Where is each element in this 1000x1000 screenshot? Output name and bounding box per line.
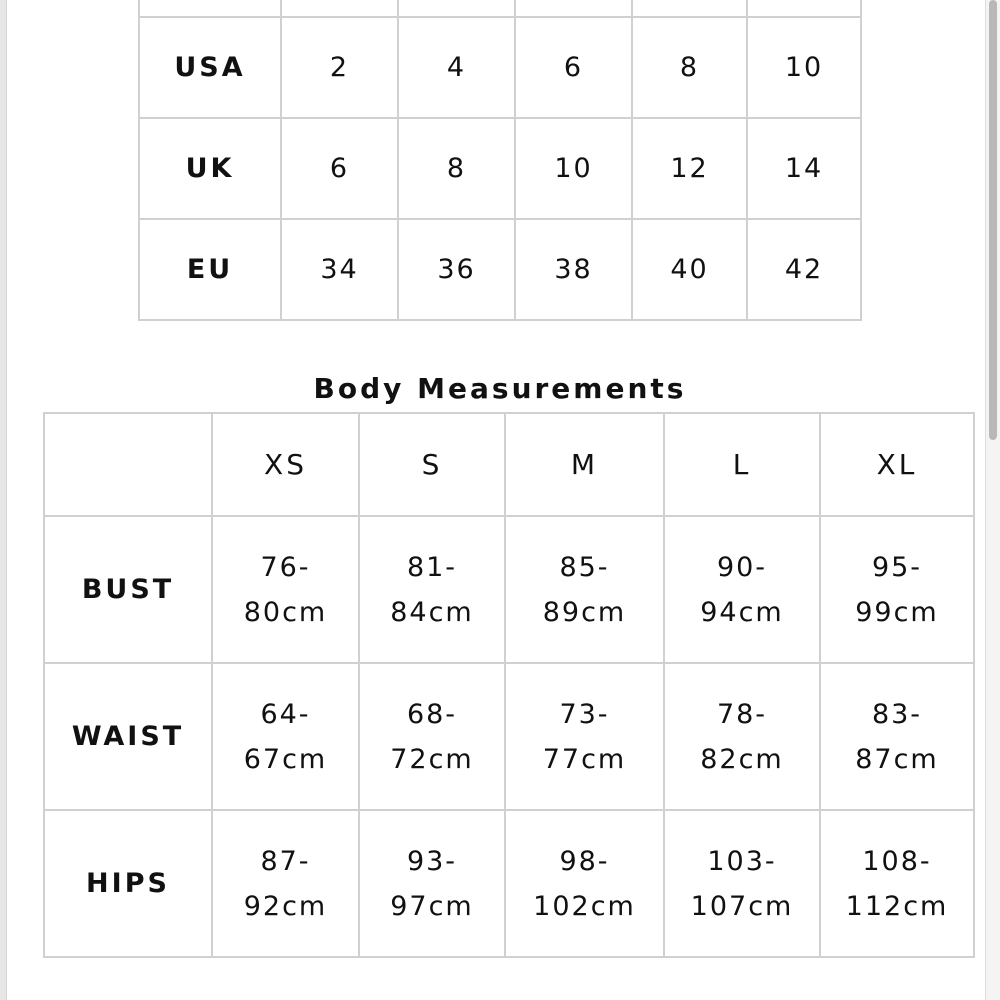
- table-row: [139, 219, 861, 320]
- row-label-bust: BUST: [44, 516, 212, 663]
- size-header-l: L: [664, 413, 820, 516]
- table-cell: 81- 84cm: [359, 516, 505, 663]
- table-row: [139, 118, 861, 219]
- table-cell: 78- 82cm: [664, 663, 820, 810]
- table-cell: 87- 92cm: [212, 810, 359, 957]
- table-cell: [632, 0, 747, 17]
- page-left-edge: [0, 0, 7, 1000]
- table-cell: 6: [515, 17, 632, 118]
- table-cell: [398, 0, 515, 17]
- table-cell: 36: [398, 219, 515, 320]
- table-cell: 14: [747, 118, 861, 219]
- table-cell: [747, 0, 861, 17]
- size-header-xl: XL: [820, 413, 974, 516]
- size-conversion-table: [138, 0, 862, 321]
- body-measurements-table: [43, 412, 975, 958]
- table-row: [139, 0, 861, 17]
- table-cell: 90- 94cm: [664, 516, 820, 663]
- table-cell: 108- 112cm: [820, 810, 974, 957]
- table-cell: 4: [398, 17, 515, 118]
- table-cell: 76- 80cm: [212, 516, 359, 663]
- row-label-waist: WAIST: [44, 663, 212, 810]
- size-header-xs: XS: [212, 413, 359, 516]
- header-corner-cell: [44, 413, 212, 516]
- table-row-bust: [44, 516, 974, 663]
- table-cell: 68- 72cm: [359, 663, 505, 810]
- table-cell: 64- 67cm: [212, 663, 359, 810]
- table-row-waist: [44, 663, 974, 810]
- table-cell: 103- 107cm: [664, 810, 820, 957]
- table-cell: 42: [747, 219, 861, 320]
- row-label-eu: EU: [139, 219, 281, 320]
- size-header-row: [44, 413, 974, 516]
- table-cell: 12: [632, 118, 747, 219]
- table-cell: 98- 102cm: [505, 810, 664, 957]
- scrollbar-thumb[interactable]: [989, 0, 997, 440]
- table-cell: 95- 99cm: [820, 516, 974, 663]
- table-row-hips: [44, 810, 974, 957]
- table-cell: 8: [398, 118, 515, 219]
- table-cell: 2: [281, 17, 398, 118]
- table-cell: 8: [632, 17, 747, 118]
- size-header-s: S: [359, 413, 505, 516]
- row-label-uk: UK: [139, 118, 281, 219]
- row-label-hips: HIPS: [44, 810, 212, 957]
- table-cell: 6: [281, 118, 398, 219]
- table-cell: [515, 0, 632, 17]
- table-cell: 40: [632, 219, 747, 320]
- table-cell: 34: [281, 219, 398, 320]
- table-cell: 85- 89cm: [505, 516, 664, 663]
- table-cell: 73- 77cm: [505, 663, 664, 810]
- table-cell: 38: [515, 219, 632, 320]
- size-header-m: M: [505, 413, 664, 516]
- vertical-scrollbar[interactable]: [985, 0, 1000, 1000]
- table-cell: [281, 0, 398, 17]
- row-label: [139, 0, 281, 17]
- body-measurements-title: Body Measurements: [313, 372, 687, 405]
- table-cell: 93- 97cm: [359, 810, 505, 957]
- row-label-usa: USA: [139, 17, 281, 118]
- table-row: [139, 17, 861, 118]
- table-cell: 10: [747, 17, 861, 118]
- table-cell: 83- 87cm: [820, 663, 974, 810]
- table-cell: 10: [515, 118, 632, 219]
